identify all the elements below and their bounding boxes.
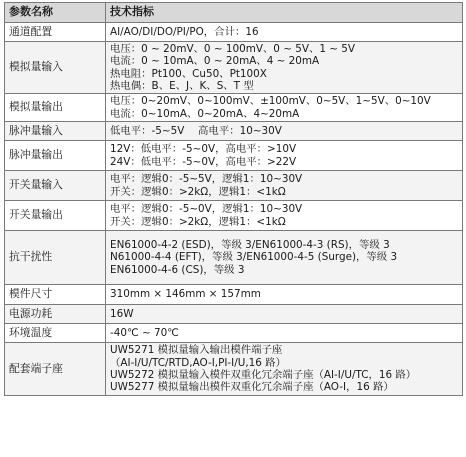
row-value	[106, 231, 463, 285]
value-line: 24V：低电平：-5~0V，高电平：>22V	[110, 155, 297, 168]
row-ambient-temperature	[5, 324, 463, 343]
value-line: 热电阻：Pt100、Cu50、Pt100X	[110, 67, 267, 80]
row-value	[106, 171, 463, 201]
row-label: 开关量输入	[5, 171, 106, 201]
row-label: 配套端子座	[5, 343, 106, 396]
row-label: 脉冲量输入	[5, 122, 106, 141]
value-line: 电流：0 ~ 10mA、0 ~ 20mA、4 ~ 20mA	[110, 55, 320, 68]
value-line: UW5271 模拟量输入输出模件端子座	[110, 344, 283, 357]
value-line: （AI-I/U/TC/RTD,AO-I,PI-I/U,16 路）	[110, 356, 286, 369]
row-value	[106, 94, 463, 122]
row-digital-output	[5, 201, 463, 231]
row-value	[106, 23, 463, 42]
row-digital-input	[5, 171, 463, 201]
value-line: 电平：逻辑0：-5~0V，逻辑1：10~30V	[110, 203, 303, 216]
value-line: 电流：0~10mA、0~20mA、4~20mA	[110, 107, 300, 120]
row-value	[106, 324, 463, 343]
row-label: 通道配置	[5, 23, 106, 42]
header-spec: 技术指标	[106, 3, 463, 23]
value-line: 电平：逻辑0：-5~5V，逻辑1：10~30V	[110, 173, 303, 186]
spec-table	[4, 2, 463, 396]
header-param-name: 参数名称	[5, 3, 106, 23]
row-module-size	[5, 285, 463, 305]
row-value	[106, 285, 463, 305]
row-value	[106, 201, 463, 231]
row-label: 模件尺寸	[5, 285, 106, 305]
value-line: 开关：逻辑0：>2kΩ，逻辑1：<1kΩ	[110, 215, 286, 228]
table-header-row	[5, 3, 463, 23]
row-label: 环境温度	[5, 324, 106, 343]
row-value	[106, 141, 463, 171]
value-line: N61000-4-4 (EFT)，等级 3/EN61000-4-5 (Surge)，等级 3	[110, 251, 398, 264]
value-line: UW5272 模拟量输入模件双重化冗余端子座（AI-I/U/TC，16 路）	[110, 369, 417, 381]
row-terminal-base	[5, 343, 463, 396]
value-line: EN61000-4-2 (ESD)，等级 3/EN61000-4-3 (RS)，等级 3	[110, 238, 390, 251]
row-value	[106, 305, 463, 324]
value-line: 热电偶：B、E、J、K、S、T 型	[110, 79, 254, 92]
value-line: 16W	[110, 307, 134, 320]
row-interference-immunity	[5, 231, 463, 285]
row-label: 模拟量输入	[5, 42, 106, 94]
value-line: 电压：0~20mV、0~100mV、±100mV、0~5V、1~5V、0~10V	[110, 95, 431, 108]
row-analog-output	[5, 94, 463, 122]
row-analog-input	[5, 42, 463, 94]
row-value	[106, 42, 463, 94]
spec-table-container	[4, 2, 462, 396]
row-label: 模拟量输出	[5, 94, 106, 122]
row-label: 抗干扰性	[5, 231, 106, 285]
value-line: UW5277 模拟量输出模件双重化冗余端子座（AO-I，16 路）	[110, 381, 394, 394]
value-line: AI/AO/DI/DO/PI/PO，合计：16	[110, 25, 259, 38]
row-value	[106, 122, 463, 141]
value-line: 310mm × 146mm × 157mm	[110, 288, 261, 301]
value-line: EN61000-4-6 (CS)，等级 3	[110, 263, 245, 276]
value-line: 12V：低电平：-5~0V，高电平：>10V	[110, 143, 297, 156]
row-pulse-input	[5, 122, 463, 141]
value-line: 电压：0 ~ 20mV、0 ~ 100mV、0 ~ 5V、1 ~ 5V	[110, 42, 355, 55]
row-power-consumption	[5, 305, 463, 324]
value-line: 开关：逻辑0：>2kΩ，逻辑1：<1kΩ	[110, 185, 286, 198]
row-value	[106, 343, 463, 396]
row-label: 脉冲量输出	[5, 141, 106, 171]
value-line: 低电平：-5~5V 高电平：10~30V	[110, 124, 282, 137]
value-line: -40℃ ~ 70℃	[110, 326, 179, 339]
row-label: 电源功耗	[5, 305, 106, 324]
row-pulse-output	[5, 141, 463, 171]
row-label: 开关量输出	[5, 201, 106, 231]
row-channel-config	[5, 23, 463, 42]
